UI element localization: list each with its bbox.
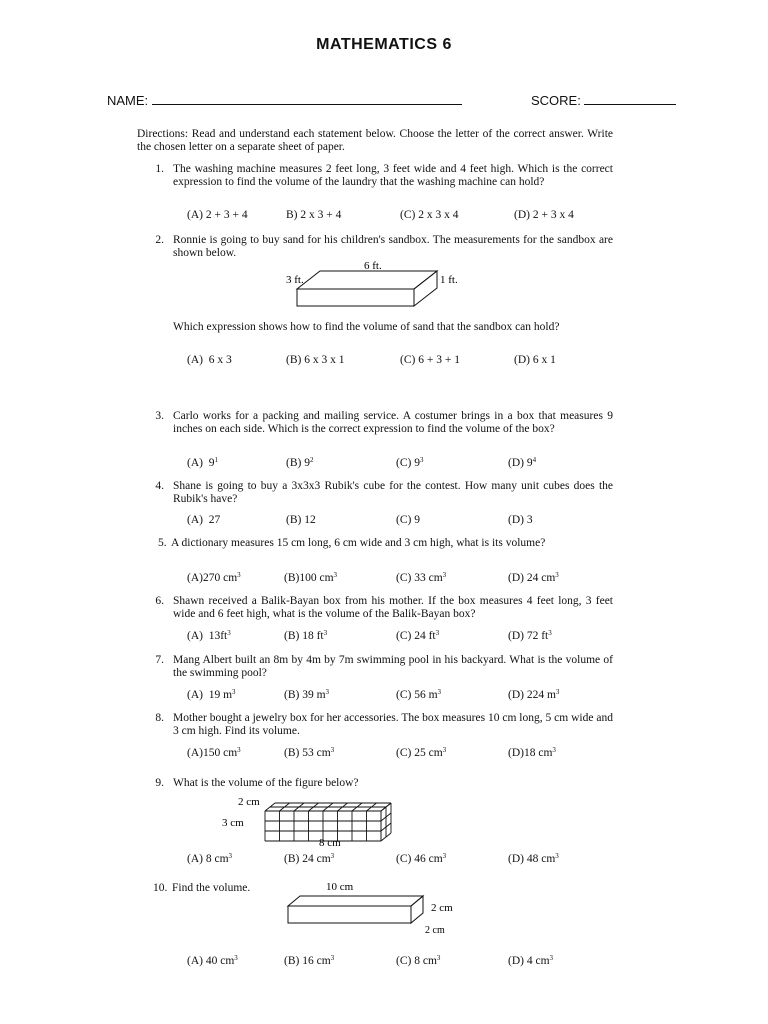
option-b[interactable] (284, 853, 334, 865)
option-text: 6 x 3 x 1 (304, 354, 345, 366)
option-letter: (D) (514, 354, 530, 366)
option-a[interactable] (187, 853, 232, 865)
sandbox-figure (280, 258, 480, 318)
option-c[interactable] (396, 747, 446, 759)
question-text: What is the volume of the figure below? (173, 777, 359, 789)
option-b[interactable] (284, 689, 329, 701)
option-c[interactable] (396, 630, 439, 642)
option-a[interactable] (187, 572, 241, 584)
option-exponent: 3 (330, 852, 335, 860)
option-exponent: 3 (555, 688, 560, 696)
prism-height-label: 2 cm (431, 902, 453, 914)
option-b[interactable] (284, 747, 334, 759)
option-letter: (A) (187, 955, 203, 967)
directions: Directions: Read and understand each statement below. Choose the letter of the correct answer. Write the chosen letter on a separate sheet of paper. (137, 128, 613, 153)
option-d[interactable] (508, 689, 559, 701)
option-letter: (B) (284, 689, 300, 701)
option-letter: (A) (187, 457, 203, 469)
option-exponent: 3 (548, 629, 552, 637)
option-text: 13ft (208, 630, 228, 642)
question-number: 10. (153, 882, 168, 894)
option-letter: (A) (187, 747, 203, 759)
option-text: 2 + 3 + 4 (205, 209, 248, 221)
option-exponent: 3 (237, 571, 241, 579)
option-letter: (B) (284, 955, 300, 967)
option-letter: (B) (284, 747, 300, 759)
option-letter: (D) (508, 689, 524, 701)
option-exponent: 3 (442, 571, 447, 579)
option-letter: (D) (508, 514, 524, 526)
prism-length-label: 10 cm (326, 881, 354, 893)
option-c[interactable] (396, 689, 441, 701)
option-b[interactable] (286, 209, 341, 221)
option-a[interactable] (187, 457, 218, 469)
question-number: 3. (155, 410, 164, 422)
option-letter: (C) (400, 354, 416, 366)
option-b[interactable] (286, 354, 344, 366)
option-letter: (B) (286, 457, 302, 469)
option-text: 6 + 3 + 1 (418, 354, 460, 366)
option-letter: (B) (286, 354, 302, 366)
option-exponent: 3 (549, 954, 554, 962)
figure-height-label: 3 cm (222, 817, 244, 829)
option-b[interactable] (284, 572, 337, 584)
question-number: 6. (155, 595, 164, 607)
option-text: 39 m (302, 689, 326, 701)
option-letter: (C) (396, 689, 412, 701)
option-exponent: 3 (437, 688, 442, 696)
option-text: 3 (526, 514, 533, 526)
option-letter: (A) (187, 853, 203, 865)
name-field[interactable] (107, 93, 462, 108)
option-text: 24 ft (414, 630, 436, 642)
question-text-2: Which expression shows how to find the volume of sand that the sandbox can hold? (173, 321, 560, 333)
question-text: The washing machine measures 2 feet long, 3 feet wide and 4 feet high. Which is the correct expression to find the volume of the laundry that the washing machine can hold? (173, 163, 613, 188)
option-b[interactable] (286, 457, 313, 469)
question-text: Carlo works for a packing and mailing service. A costumer brings in a box that measures 9 inches on each side. Which is the correct expression to find the volume of the box? (173, 410, 613, 435)
option-a[interactable] (187, 955, 238, 967)
option-d[interactable] (508, 572, 559, 584)
option-letter: (A) (187, 689, 203, 701)
option-letter: (B) (284, 572, 300, 584)
option-exponent: 3 (442, 746, 447, 754)
option-d[interactable] (508, 630, 552, 642)
prism-depth-label: 2 cm (425, 925, 445, 936)
option-text: 72 ft (526, 630, 549, 642)
option-exponent: 3 (325, 688, 330, 696)
option-text: 9 (526, 457, 533, 469)
option-exponent: 3 (555, 571, 559, 579)
page-title: MATHEMATICS 6 (316, 36, 452, 53)
option-letter: (D) (508, 955, 524, 967)
option-text: 9 (304, 457, 310, 469)
option-exponent: 3 (323, 629, 328, 637)
cube-grid-figure (220, 792, 400, 850)
option-b[interactable] (284, 630, 327, 642)
option-text: 224 m (526, 689, 556, 701)
option-letter: (C) (396, 572, 412, 584)
score-blank-line (584, 93, 676, 105)
figure-length-label: 8 cm (319, 837, 341, 849)
option-text: 48 cm (526, 853, 556, 865)
option-letter: (A) (187, 354, 203, 366)
option-text: 40 cm (205, 955, 235, 967)
question-text: Mang Albert built an 8m by 4m by 7m swimming pool in his backyard. What is the volume of the swimming pool? (173, 654, 613, 679)
option-text: 25 cm (414, 747, 443, 759)
option-d[interactable] (514, 354, 556, 366)
option-b[interactable] (284, 955, 334, 967)
option-letter: (C) (396, 747, 412, 759)
question-text: Mother bought a jewelry box for her accessories. The box measures 10 cm long, 5 cm wide and 3 cm high. Find its volume. (173, 712, 613, 737)
option-text: 19 m (208, 689, 233, 701)
option-exponent: 3 (232, 688, 236, 696)
option-text: 24 cm (302, 853, 331, 865)
score-label: SCORE: (531, 93, 581, 108)
question-number: 9. (155, 777, 164, 789)
option-text: 46 cm (414, 853, 443, 865)
question-number: 5. (158, 537, 167, 549)
option-exponent: 3 (227, 629, 231, 637)
option-c[interactable] (400, 354, 460, 366)
option-text: 33 cm (414, 572, 443, 584)
name-label: NAME: (107, 93, 149, 108)
option-text: 9 (414, 457, 420, 469)
option-text: 9 (208, 457, 215, 469)
name-blank-line (152, 93, 462, 105)
option-letter: (D) (508, 457, 524, 469)
option-text: 6 x 1 (532, 354, 556, 366)
option-exponent: 3 (555, 852, 559, 860)
question-text: Shawn received a Balik-Bayan box from his mother. If the box measures 4 feet long, 3 feet wide and 6 feet high, what is the volume of the Balik-Bayan box? (173, 595, 613, 620)
option-text: 53 cm (302, 747, 331, 759)
option-text: 150 cm (202, 747, 238, 759)
option-text: 16 cm (302, 955, 331, 967)
option-c[interactable] (400, 209, 458, 221)
option-letter: B) (286, 209, 298, 221)
option-letter: (D) (514, 209, 530, 221)
option-text: 9 (414, 514, 420, 526)
option-exponent: 3 (435, 629, 440, 637)
option-a[interactable] (187, 514, 220, 526)
option-exponent: 3 (330, 746, 335, 754)
option-d[interactable] (508, 514, 533, 526)
option-c[interactable] (396, 457, 423, 469)
option-letter: (A) (187, 572, 203, 584)
question-number: 4. (155, 480, 164, 492)
option-exponent: 3 (552, 746, 556, 754)
option-exponent: 2 (309, 456, 314, 464)
option-c[interactable] (396, 514, 420, 526)
option-letter: (A) (187, 630, 203, 642)
option-exponent: 4 (532, 456, 537, 464)
option-text: 2 + 3 x 4 (532, 209, 574, 221)
option-exponent: 3 (237, 746, 241, 754)
option-exponent: 3 (436, 954, 441, 962)
option-text: 27 (208, 514, 221, 526)
option-letter: (D) (508, 747, 524, 759)
option-c[interactable] (396, 955, 440, 967)
option-text: 18 cm (523, 747, 553, 759)
question-number: 2. (155, 234, 164, 246)
option-letter: (B) (284, 630, 300, 642)
option-text: 24 cm (526, 572, 556, 584)
option-a[interactable] (187, 747, 241, 759)
option-letter: (A) (187, 209, 203, 221)
option-text: 100 cm (299, 572, 334, 584)
question-text: Ronnie is going to buy sand for his children's sandbox. The measurements for the sandbox are shown below. (173, 234, 613, 259)
option-exponent: 3 (228, 852, 233, 860)
option-letter: (C) (396, 853, 412, 865)
option-c[interactable] (396, 853, 446, 865)
option-exponent: 3 (333, 571, 338, 579)
option-a[interactable] (187, 689, 236, 701)
option-text: 2 x 3 x 4 (418, 209, 459, 221)
question-text: Find the volume. (172, 882, 251, 894)
option-text: 270 cm (202, 572, 238, 584)
option-letter: (B) (286, 514, 302, 526)
option-exponent: 3 (442, 852, 447, 860)
option-letter: (D) (508, 572, 524, 584)
option-exponent: 3 (234, 954, 238, 962)
option-exponent: 1 (214, 456, 218, 464)
option-text: 56 m (414, 689, 438, 701)
option-a[interactable] (187, 630, 231, 642)
option-d[interactable] (508, 747, 556, 759)
option-d[interactable] (508, 955, 553, 967)
question-text: Shane is going to buy a 3x3x3 Rubik's cube for the contest. How many unit cubes does the Rubik's have? (173, 480, 613, 505)
option-letter: (C) (396, 955, 412, 967)
question-number: 7. (155, 654, 164, 666)
question-number: 8. (155, 712, 164, 724)
option-letter: (D) (508, 630, 524, 642)
option-b[interactable] (286, 514, 316, 526)
option-letter: (C) (396, 630, 412, 642)
option-text: 12 (304, 514, 316, 526)
option-a[interactable] (187, 354, 232, 366)
option-letter: (C) (396, 514, 412, 526)
option-d[interactable] (508, 457, 536, 469)
sandbox-length-label: 6 ft. (364, 260, 382, 272)
score-field[interactable] (531, 93, 676, 108)
option-text: 18 ft (302, 630, 324, 642)
option-d[interactable] (514, 209, 574, 221)
option-text: 8 cm (414, 955, 437, 967)
question-text: A dictionary measures 15 cm long, 6 cm wide and 3 cm high, what is its volume? (171, 537, 546, 549)
option-letter: (D) (508, 853, 524, 865)
option-text: 2 x 3 + 4 (300, 209, 342, 221)
prism-figure (280, 878, 470, 938)
option-a[interactable] (187, 209, 248, 221)
option-c[interactable] (396, 572, 446, 584)
sandbox-height-label: 1 ft. (440, 274, 458, 286)
option-text: 8 cm (205, 853, 229, 865)
option-letter: (B) (284, 853, 300, 865)
option-letter: (A) (187, 514, 203, 526)
option-text: 6 x 3 (208, 354, 232, 366)
option-d[interactable] (508, 853, 559, 865)
option-letter: (C) (396, 457, 412, 469)
option-letter: (C) (400, 209, 416, 221)
option-exponent: 3 (419, 456, 424, 464)
figure-depth-label: 2 cm (238, 796, 260, 808)
option-text: 4 cm (526, 955, 550, 967)
option-exponent: 3 (330, 954, 335, 962)
sandbox-width-label: 3 ft. (286, 274, 304, 286)
question-number: 1. (155, 163, 164, 175)
